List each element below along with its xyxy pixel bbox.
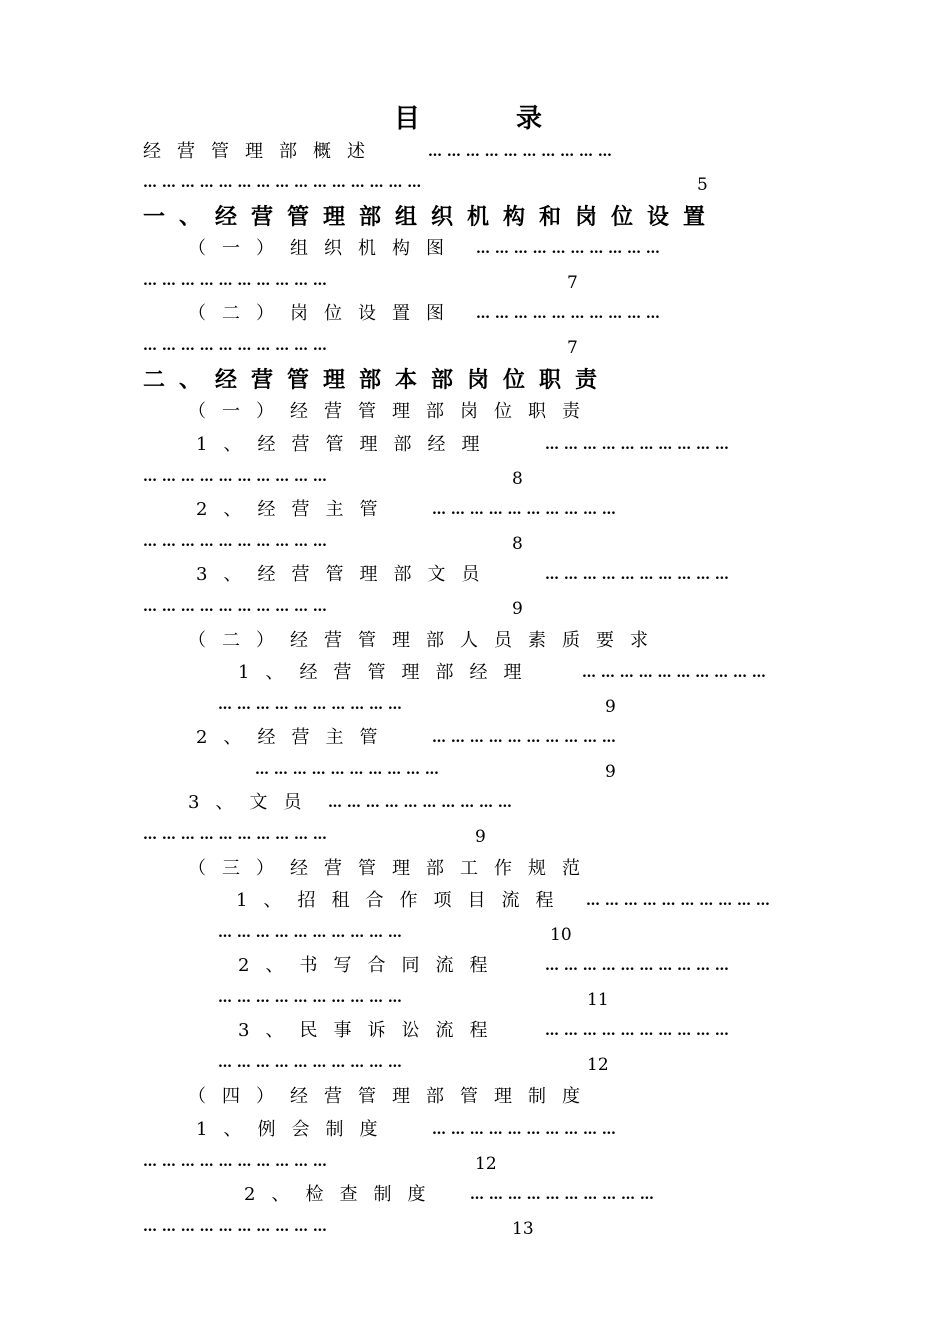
toc-entry-meeting-rules[interactable]: 1、例会制度 (196, 1119, 394, 1140)
toc-leader: … … … … … … … … … … (545, 958, 729, 974)
toc-page-number: 12 (475, 1154, 497, 1174)
toc-title-left: 目 (394, 104, 421, 134)
toc-entry-inspection-rules[interactable]: 2、检查制度 (244, 1184, 442, 1205)
toc-heading-1[interactable]: 一、经营管理部组织机构和岗位设置 (143, 204, 720, 230)
toc-leader: … … … … … … … … … … (582, 665, 766, 681)
toc-leader: … … … … … … … … … … (545, 567, 729, 583)
toc-leader: … … … … … … … … … … (143, 1154, 327, 1170)
toc-leader: … … … … … … … … … … (432, 730, 616, 746)
toc-leader: … … … … … … … … … … (328, 795, 512, 811)
toc-entry-leasing-process[interactable]: 1、招租合作项目流程 (236, 890, 570, 911)
toc-leader: … … … … … … … … … … (143, 827, 327, 843)
toc-entry-clerk-qualifications[interactable]: 3、文员 (188, 792, 318, 813)
toc-leader: … … … … … … … … … … (545, 437, 729, 453)
toc-title-right: 录 (516, 104, 543, 134)
toc-leader: … … … … … … … … … … … … … … … (143, 175, 422, 191)
toc-section-qualifications[interactable]: （二）经营管理部人员素质要求 (188, 630, 664, 651)
toc-entry-position-chart[interactable]: （二）岗位设置图 (188, 303, 460, 324)
toc-section-rules[interactable]: （四）经营管理部管理制度 (188, 1086, 596, 1107)
toc-entry-litigation-process[interactable]: 3、民事诉讼流程 (238, 1020, 504, 1041)
toc-leader: … … … … … … … … … … (428, 144, 612, 160)
toc-page-number: 9 (475, 827, 486, 847)
toc-leader: … … … … … … … … … … (143, 599, 327, 615)
toc-leader: … … … … … … … … … … (143, 273, 327, 289)
toc-leader: … … … … … … … … … … (218, 990, 402, 1006)
toc-title (394, 104, 542, 134)
toc-leader: … … … … … … … … … … (143, 534, 327, 550)
toc-page-number: 8 (512, 469, 523, 489)
toc-page-number: 9 (605, 762, 616, 782)
toc-page-number: 7 (567, 273, 578, 293)
toc-entry-supervisor-qualifications[interactable]: 2、经营主管 (196, 727, 394, 748)
toc-heading-2[interactable]: 二、经营管理部本部岗位职责 (143, 367, 612, 393)
toc-entry-contract-process[interactable]: 2、书写合同流程 (238, 955, 504, 976)
toc-section-duties[interactable]: （一）经营管理部岗位职责 (188, 401, 596, 422)
toc-leader: … … … … … … … … … … (470, 1187, 654, 1203)
toc-entry-overview[interactable]: 经营管理部概述 (143, 141, 381, 162)
toc-leader: … … … … … … … … … … (218, 697, 402, 713)
toc-page-number: 9 (605, 697, 616, 717)
toc-entry-org-chart[interactable]: （一）组织机构图 (188, 238, 460, 259)
toc-page-number: 11 (587, 990, 609, 1010)
toc-leader: … … … … … … … … … … (218, 925, 402, 941)
toc-entry-supervisor-duties[interactable]: 2、经营主管 (196, 499, 394, 520)
toc-leader: … … … … … … … … … … (586, 893, 770, 909)
toc-page-number: 5 (697, 175, 708, 195)
toc-leader: … … … … … … … … … … (476, 241, 660, 257)
toc-leader: … … … … … … … … … … (476, 306, 660, 322)
toc-leader: … … … … … … … … … … (218, 1055, 402, 1071)
toc-page-number: 8 (512, 534, 523, 554)
toc-entry-manager-duties[interactable]: 1、经营管理部经理 (196, 434, 496, 455)
toc-page-number: 12 (587, 1055, 609, 1075)
toc-page-number: 13 (512, 1219, 534, 1239)
toc-entry-clerk-duties[interactable]: 3、经营管理部文员 (196, 564, 496, 585)
toc-section-work-norms[interactable]: （三）经营管理部工作规范 (188, 858, 596, 879)
toc-leader: … … … … … … … … … … (255, 762, 439, 778)
toc-leader: … … … … … … … … … … (545, 1023, 729, 1039)
toc-entry-manager-qualifications[interactable]: 1、经营管理部经理 (238, 662, 538, 683)
toc-page-number: 7 (567, 338, 578, 358)
toc-page-number: 10 (550, 925, 572, 945)
toc-leader: … … … … … … … … … … (143, 338, 327, 354)
toc-leader: … … … … … … … … … … (143, 469, 327, 485)
toc-leader: … … … … … … … … … … (432, 502, 616, 518)
toc-leader: … … … … … … … … … … (432, 1122, 616, 1138)
toc-leader: … … … … … … … … … … (143, 1219, 327, 1235)
toc-page-number: 9 (512, 599, 523, 619)
